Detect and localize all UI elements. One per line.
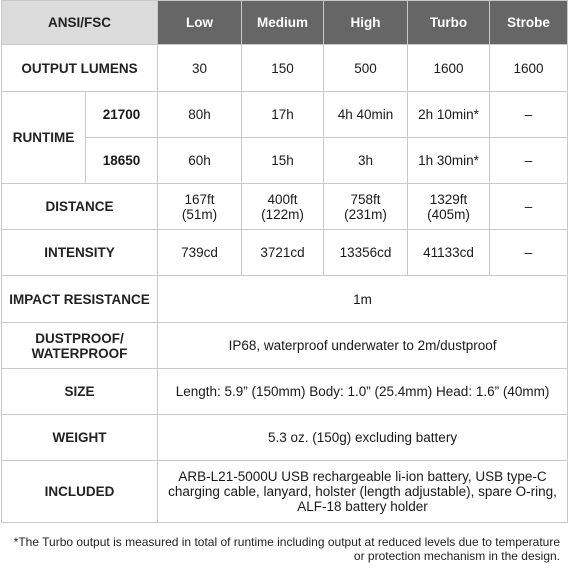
waterproof-row <box>2 323 568 369</box>
weight-value: 5.3 oz. (150g) excluding battery <box>158 415 568 461</box>
intensity-high: 13356cd <box>324 230 408 276</box>
runtime-18650-low: 60h <box>158 138 242 184</box>
weight-label: WEIGHT <box>2 415 158 461</box>
distance-turbo-m: (405m) <box>427 206 470 222</box>
waterproof-value: IP68, waterproof underwater to 2m/dustproof <box>158 323 568 369</box>
runtime-label: RUNTIME <box>2 92 86 184</box>
waterproof-label <box>2 323 158 369</box>
included-row <box>2 461 568 523</box>
intensity-label: INTENSITY <box>2 230 158 276</box>
included-value <box>158 461 568 523</box>
size-label: SIZE <box>2 369 158 415</box>
intensity-row <box>2 230 568 276</box>
header-mode-turbo: Turbo <box>408 1 490 45</box>
distance-low-ft: 167ft <box>184 191 215 207</box>
runtime-18650-label: 18650 <box>86 138 158 184</box>
header-mode-strobe: Strobe <box>490 1 568 45</box>
intensity-strobe: – <box>490 230 568 276</box>
runtime-18650-high: 3h <box>324 138 408 184</box>
distance-low <box>158 184 242 230</box>
header-mode-medium: Medium <box>242 1 324 45</box>
runtime-21700-medium: 17h <box>242 92 324 138</box>
intensity-low: 739cd <box>158 230 242 276</box>
runtime-18650-medium: 15h <box>242 138 324 184</box>
footnote-line1: *The Turbo output is measured in total of runtime including output at reduced levels due to temperature <box>13 535 560 549</box>
impact-label: IMPACT RESISTANCE <box>2 276 158 323</box>
waterproof-label-line2: WATERPROOF <box>31 345 128 361</box>
distance-high-ft: 758ft <box>350 191 381 207</box>
output-lumens-low: 30 <box>158 45 242 92</box>
runtime-21700-row <box>2 92 568 138</box>
runtime-18650-turbo: 1h 30min* <box>408 138 490 184</box>
intensity-medium: 3721cd <box>242 230 324 276</box>
output-lumens-turbo: 1600 <box>408 45 490 92</box>
output-lumens-medium: 150 <box>242 45 324 92</box>
runtime-18650-strobe: – <box>490 138 568 184</box>
included-line3: ALF-18 battery holder <box>297 499 428 514</box>
impact-row <box>2 276 568 323</box>
header-row <box>2 1 568 45</box>
spec-table <box>1 0 568 523</box>
size-value: Length: 5.9” (150mm) Body: 1.0” (25.4mm) Head: 1.6” (40mm) <box>158 369 568 415</box>
turbo-footnote <box>0 535 560 563</box>
impact-value: 1m <box>158 276 568 323</box>
size-row <box>2 369 568 415</box>
weight-row <box>2 415 568 461</box>
included-line2: charging cable, lanyard, holster (length adjustable), spare O-ring, <box>168 484 557 499</box>
runtime-21700-label: 21700 <box>86 92 158 138</box>
waterproof-label-line1: DUSTPROOF/ <box>35 330 124 346</box>
distance-medium <box>242 184 324 230</box>
header-ansi-label: ANSI/FSC <box>2 1 158 45</box>
intensity-turbo: 41133cd <box>408 230 490 276</box>
distance-low-m: (51m) <box>181 206 218 222</box>
header-mode-high: High <box>324 1 408 45</box>
runtime-21700-high: 4h 40min <box>324 92 408 138</box>
runtime-21700-strobe: – <box>490 92 568 138</box>
runtime-21700-turbo: 2h 10min* <box>408 92 490 138</box>
distance-strobe: – <box>490 184 568 230</box>
header-mode-low: Low <box>158 1 242 45</box>
distance-label: DISTANCE <box>2 184 158 230</box>
distance-row <box>2 184 568 230</box>
distance-turbo <box>408 184 490 230</box>
output-lumens-strobe: 1600 <box>490 45 568 92</box>
runtime-21700-low: 80h <box>158 92 242 138</box>
output-lumens-high: 500 <box>324 45 408 92</box>
distance-high-m: (231m) <box>344 206 387 222</box>
distance-medium-ft: 400ft <box>267 191 298 207</box>
output-lumens-label: OUTPUT LUMENS <box>2 45 158 92</box>
output-lumens-row <box>2 45 568 92</box>
included-label: INCLUDED <box>2 461 158 523</box>
included-line1: ARB-L21-5000U USB rechargeable li-ion battery, USB type-C <box>178 469 547 484</box>
footnote-line2: or protection mechanism in the design. <box>353 549 560 563</box>
distance-high <box>324 184 408 230</box>
runtime-18650-row <box>2 138 568 184</box>
distance-medium-m: (122m) <box>261 206 304 222</box>
distance-turbo-ft: 1329ft <box>429 191 468 207</box>
